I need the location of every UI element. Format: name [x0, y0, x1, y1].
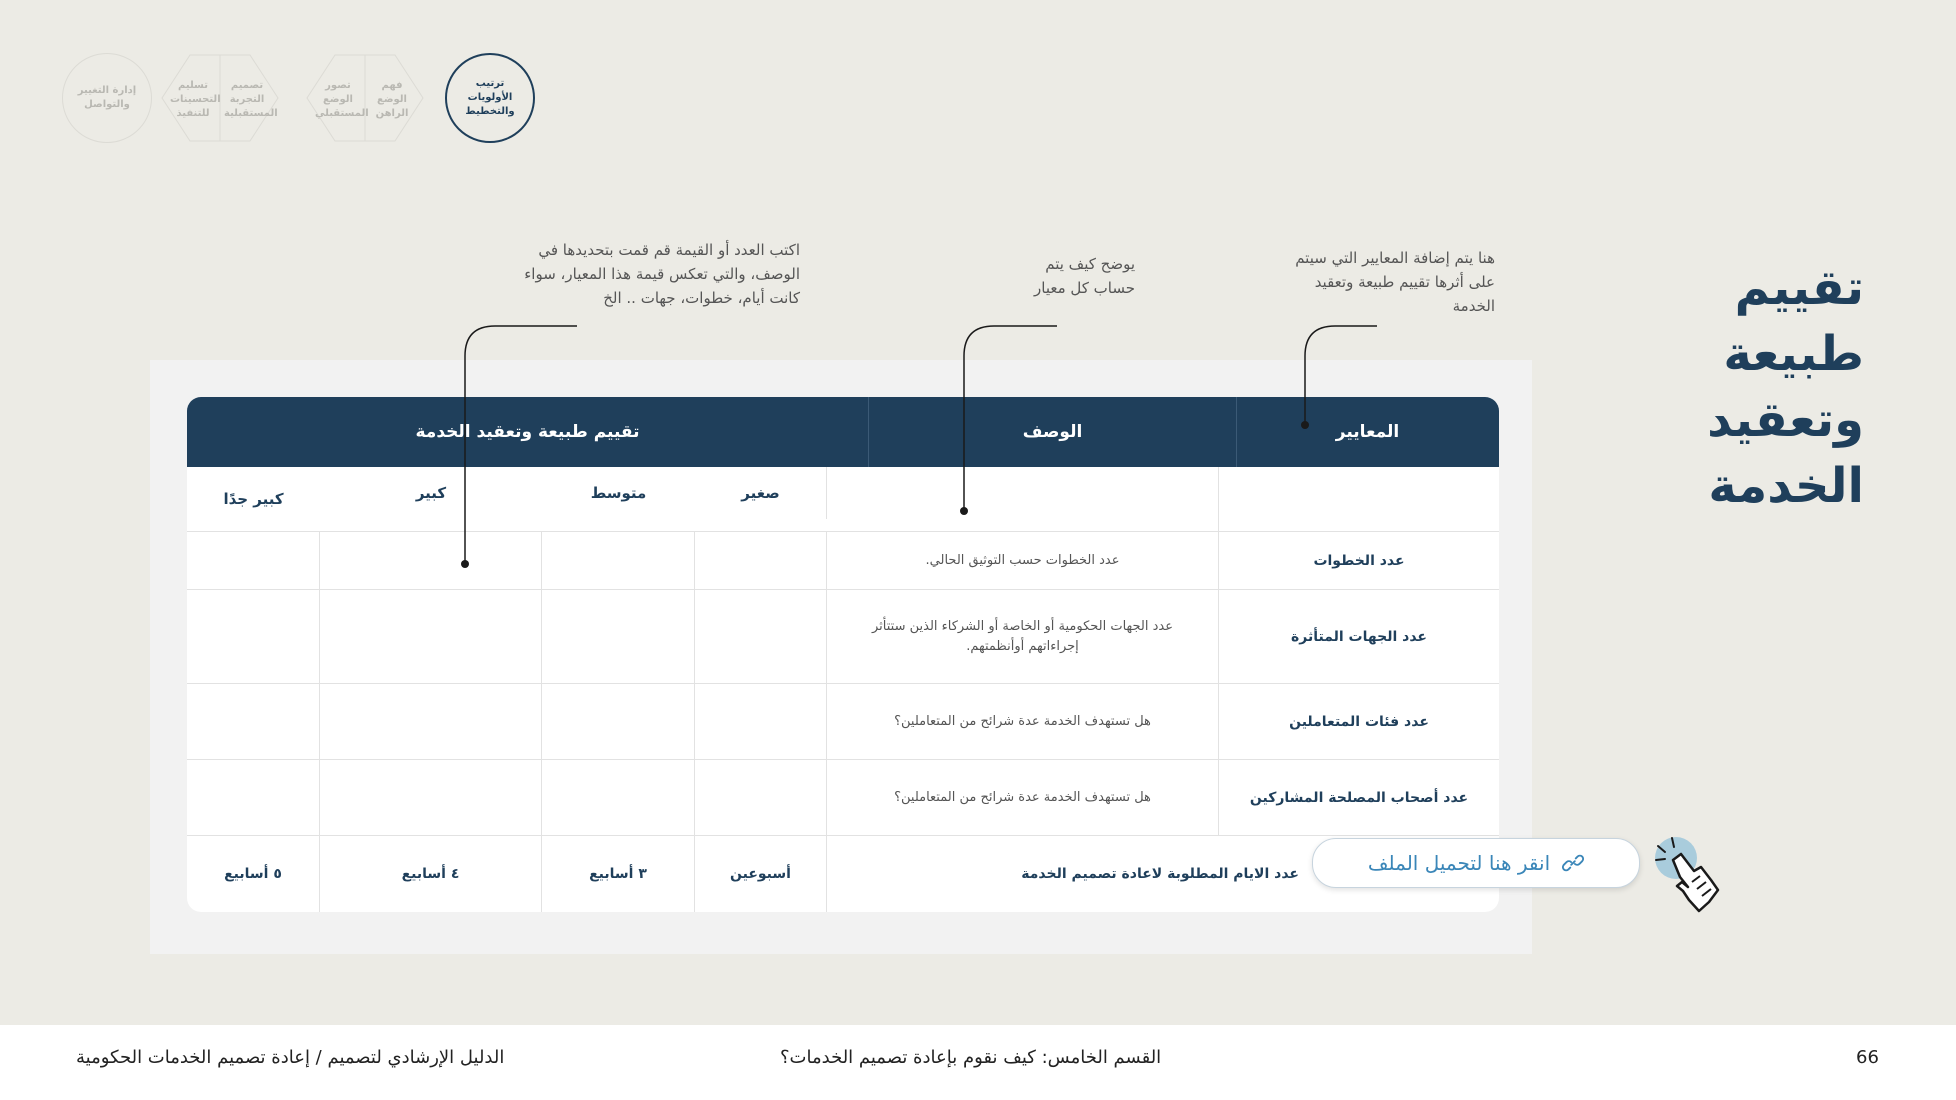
callout-line-value [465, 326, 577, 564]
title-line-3: الخدمة [1708, 458, 1864, 514]
level-very-large: كبير جدًا [187, 467, 320, 532]
phase-future-design[interactable]: تصميم التجربة المستقبلية [224, 80, 278, 119]
callout-line-criteria [1305, 326, 1377, 425]
table-row-description: عدد الجهات الحكومية أو الخاصة أو الشركاء الذين ستتأثر إجراءاتهم أوأنظمتهم. [827, 590, 1219, 684]
download-label: انقر هنا لتحميل الملف [1367, 851, 1551, 875]
level-medium: متوسط [590, 484, 647, 502]
pointing-hand-icon [1650, 832, 1728, 916]
footer-value-medium: ٣ أسابيع [542, 836, 695, 912]
table-row-criterion: عدد الجهات المتأثرة [1219, 590, 1499, 684]
title-line-1: تقييم [1734, 260, 1864, 316]
phase-change-management[interactable]: إدارة التغيير والتواصل [62, 53, 152, 143]
table-row-criterion: عدد الخطوات [1219, 532, 1499, 590]
header-criteria: المعايير [1335, 422, 1400, 442]
phase-handover[interactable]: تسليم التحسينات للتنفيذ [170, 80, 221, 119]
title-line-2: طبيعة وتعقيد [1707, 326, 1864, 448]
footer-value-large: ٤ أسابيع [320, 836, 542, 912]
phase-current-state[interactable]: فهم الوضع الراهن [375, 80, 409, 119]
footer-row-label: عدد الايام المطلوبة لاعادة تصميم الخدمة [1021, 866, 1299, 882]
header-assessment: تقييم طبيعة وتعقيد الخدمة [415, 422, 640, 442]
footer-value-very-large: ٥ أسابيع [187, 836, 320, 912]
phase-future-state[interactable]: تصور الوضع المستقبلي [315, 80, 369, 119]
callout-dot-criteria [1301, 421, 1309, 429]
note-value: اكتب العدد أو القيمة قم قمت بتحديدها في الوصف، والتي تعكس قيمة هذا المعيار، سواء كانت أيام، خطوات، جهات .. الخ [524, 241, 800, 307]
page-footer [0, 1025, 1956, 1100]
footer-guide-title: الدليل الإرشادي لتصميم / إعادة تصميم الخدمات الحكومية [76, 1047, 505, 1068]
table-row-description: هل تستهدف الخدمة عدة شرائح من المتعاملين؟ [827, 684, 1219, 760]
link-icon [1562, 852, 1584, 874]
footer-value-small: أسبوعين [695, 836, 827, 912]
note-criteria: هنا يتم إضافة المعايير التي سيتم على أثرها تقييم طبيعة وتعقيد الخدمة [1295, 249, 1495, 315]
table-row-criterion: عدد فئات المتعاملين [1219, 684, 1499, 760]
page-number: 66 [1856, 1047, 1879, 1068]
header-description: الوصف [1022, 422, 1083, 442]
note-description: يوضح كيف يتم حساب كل معيار [1034, 255, 1135, 297]
callout-dot-value [461, 560, 469, 568]
level-large: كبير [415, 484, 447, 502]
download-file-button[interactable] [1312, 838, 1640, 888]
table-row-description: عدد الخطوات حسب التوثيق الحالي. [827, 532, 1219, 590]
callout-dot-description [960, 507, 968, 515]
footer-section-title: القسم الخامس: كيف نقوم بإعادة تصميم الخدمات؟ [780, 1047, 1162, 1068]
phase-prioritization[interactable]: ترتيب الأولويات والتخطيط [445, 53, 535, 143]
table-row-description: هل تستهدف الخدمة عدة شرائح من المتعاملين؟ [827, 760, 1219, 836]
level-small: صغير [695, 467, 827, 519]
table-row-criterion: عدد أصحاب المصلحة المشاركين [1219, 760, 1499, 836]
callout-line-description [964, 326, 1057, 511]
